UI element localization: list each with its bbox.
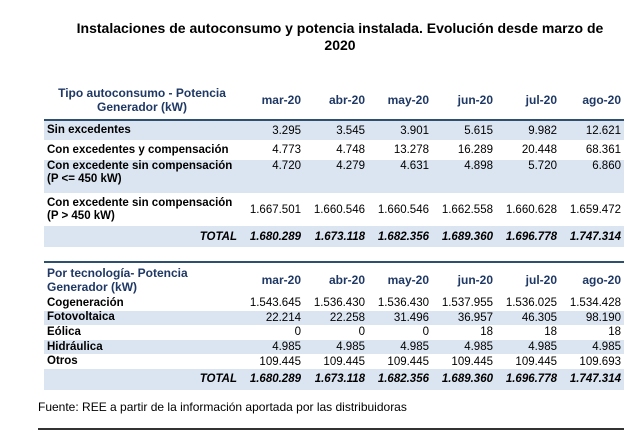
table-row xyxy=(44,311,624,326)
cell-value: 31.496 xyxy=(393,311,429,324)
total-value: 1.747.314 xyxy=(569,230,621,243)
row-label: Eólica xyxy=(47,325,81,338)
cell-value: 109.445 xyxy=(323,355,365,368)
column-header-month: ago-20 xyxy=(582,272,621,287)
total-value: 1.673.118 xyxy=(314,373,365,386)
row-label: Con excedente sin compensación (P > 450 kW) xyxy=(47,196,233,222)
total-value: 1.696.778 xyxy=(505,230,557,243)
total-label: TOTAL xyxy=(199,230,237,243)
cell-value: 4.631 xyxy=(400,160,429,172)
row-label: Otros xyxy=(47,355,78,368)
cell-value: 0 xyxy=(294,326,301,339)
column-header-type: Por tecnología- Potencia Generador (kW) xyxy=(47,265,188,294)
table-row xyxy=(44,140,624,160)
column-header-month: jun-20 xyxy=(457,92,493,107)
cell-value: 68.361 xyxy=(585,144,621,156)
cell-value: 3.295 xyxy=(272,124,301,137)
row-label: Cogeneración xyxy=(47,296,124,309)
total-value: 1.689.360 xyxy=(441,230,493,243)
table-row xyxy=(44,296,624,311)
cell-value: 4.985 xyxy=(336,341,365,354)
cell-value: 1.536.430 xyxy=(377,297,429,310)
cell-value: 109.693 xyxy=(579,355,621,368)
column-header-month: may-20 xyxy=(387,92,429,107)
cell-value: 3.545 xyxy=(336,124,365,137)
cell-value: 20.448 xyxy=(521,144,557,156)
table-row xyxy=(44,193,624,226)
cell-value: 46.305 xyxy=(521,311,557,324)
total-row xyxy=(44,369,624,390)
column-header-month: mar-20 xyxy=(261,272,301,287)
cell-value: 4.720 xyxy=(272,160,301,172)
column-header-month: mar-20 xyxy=(261,92,301,107)
row-label: Fotovoltaica xyxy=(47,311,115,324)
cell-value: 0 xyxy=(422,326,429,339)
cell-value: 5.720 xyxy=(528,160,557,172)
total-value: 1.689.360 xyxy=(441,373,493,386)
column-header-month: abr-20 xyxy=(328,272,365,287)
cell-value: 4.985 xyxy=(592,341,621,354)
total-value: 1.680.289 xyxy=(249,230,301,243)
cell-value: 4.985 xyxy=(272,341,301,354)
cell-value: 18 xyxy=(608,326,621,339)
column-header-month: may-20 xyxy=(387,272,429,287)
cell-value: 4.985 xyxy=(400,341,429,354)
total-value: 1.673.118 xyxy=(314,230,365,243)
total-value: 1.680.289 xyxy=(249,373,301,386)
table-row xyxy=(44,120,624,140)
cell-value: 4.985 xyxy=(528,341,557,354)
cell-value: 1.534.428 xyxy=(569,297,621,310)
cell-value: 18 xyxy=(544,326,557,339)
cell-value: 1.667.501 xyxy=(249,203,301,216)
cell-value: 1.662.558 xyxy=(441,203,493,216)
cell-value: 1.537.955 xyxy=(441,297,493,310)
cell-value: 1.660.546 xyxy=(313,203,365,216)
source-note: Fuente: REE a partir de la información aportada por las distribuidoras xyxy=(38,400,407,414)
cell-value: 12.621 xyxy=(585,124,621,137)
cell-value: 22.258 xyxy=(329,311,365,324)
cell-value: 109.445 xyxy=(451,355,493,368)
cell-value: 4.985 xyxy=(464,341,493,354)
table-row xyxy=(44,354,624,369)
cell-value: 9.982 xyxy=(528,124,557,137)
divider xyxy=(38,428,624,430)
cell-value: 109.445 xyxy=(387,355,429,368)
cell-value: 4.279 xyxy=(336,160,365,172)
cell-value: 109.445 xyxy=(259,355,301,368)
cell-value: 4.773 xyxy=(272,144,301,156)
row-label: Con excedente sin compensación (P <= 450 kW) xyxy=(47,160,233,185)
cell-value: 1.536.025 xyxy=(505,297,557,310)
column-header-month: jul-20 xyxy=(525,92,557,107)
table-row xyxy=(44,160,624,193)
row-label: Sin excedentes xyxy=(47,124,131,136)
cell-value: 18 xyxy=(480,326,493,339)
cell-value: 1.660.546 xyxy=(377,203,429,216)
column-header-month: jul-20 xyxy=(525,272,557,287)
row-label: Hidráulica xyxy=(47,340,103,353)
cell-value: 22.214 xyxy=(265,311,301,324)
total-row xyxy=(44,226,624,247)
cell-value: 1.659.472 xyxy=(569,203,621,216)
cell-value: 109.445 xyxy=(515,355,557,368)
cell-value: 0 xyxy=(358,326,365,339)
cell-value: 3.901 xyxy=(400,124,429,137)
column-header-type: Tipo autoconsumo - Potencia Generador (kW) xyxy=(58,85,226,114)
cell-value: 4.748 xyxy=(336,144,365,156)
page-title: Instalaciones de autoconsumo y potencia instalada. Evolución desde marzo de 2020 xyxy=(76,20,604,53)
table-header xyxy=(44,80,624,120)
table-autoconsumo xyxy=(44,80,624,247)
total-value: 1.682.356 xyxy=(377,230,429,243)
total-value: 1.696.778 xyxy=(505,373,557,386)
cell-value: 13.278 xyxy=(393,144,429,156)
cell-value: 98.190 xyxy=(585,311,621,324)
table-row xyxy=(44,325,624,340)
cell-value: 1.543.645 xyxy=(249,297,301,310)
total-value: 1.747.314 xyxy=(569,373,621,386)
cell-value: 16.289 xyxy=(457,144,493,156)
cell-value: 6.860 xyxy=(592,160,621,172)
cell-value: 1.536.430 xyxy=(313,297,365,310)
cell-value: 4.898 xyxy=(464,160,493,172)
column-header-month: ago-20 xyxy=(582,92,621,107)
table-row xyxy=(44,340,624,355)
total-label: TOTAL xyxy=(199,373,237,386)
total-value: 1.682.356 xyxy=(377,373,429,386)
cell-value: 1.660.628 xyxy=(505,203,557,216)
cell-value: 5.615 xyxy=(464,124,493,137)
table-tecnologia xyxy=(44,261,624,390)
cell-value: 36.957 xyxy=(457,311,493,324)
row-label: Con excedentes y compensación xyxy=(47,143,229,156)
column-header-month: abr-20 xyxy=(328,92,365,107)
table-header xyxy=(44,262,624,296)
column-header-month: jun-20 xyxy=(457,272,493,287)
